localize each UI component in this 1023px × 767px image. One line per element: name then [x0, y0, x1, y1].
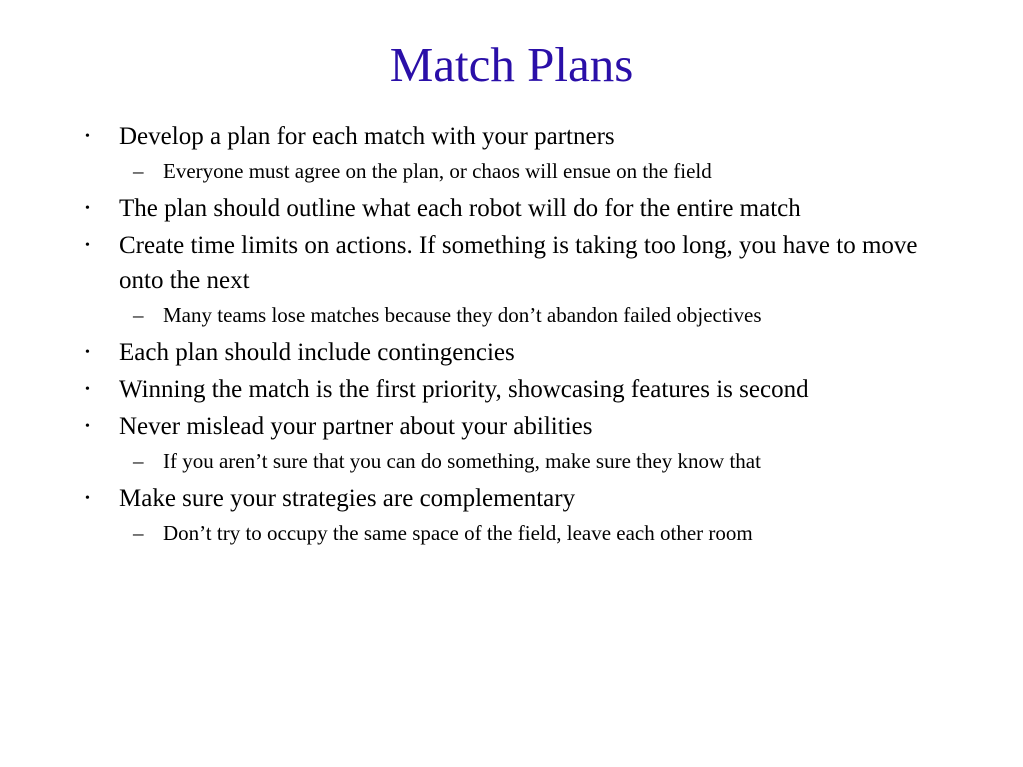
sub-list-item — [0, 446, 1023, 477]
list-item — [0, 409, 1023, 444]
dash-icon: – — [133, 303, 144, 327]
dash-icon: – — [133, 449, 144, 473]
sub-list-item-text: Everyone must agree on the plan, or chaos will ensue on the field — [163, 159, 712, 183]
list-item — [0, 372, 1023, 407]
list-item-text: Make sure your strategies are complementary — [119, 485, 576, 512]
sub-list-item-text: If you aren’t sure that you can do something, make sure they know that — [163, 449, 761, 473]
dash-icon: – — [133, 521, 144, 545]
bullet-dot-icon: • — [85, 345, 90, 360]
sub-list-item-text: Don’t try to occupy the same space of the field, leave each other room — [163, 521, 753, 545]
bullet-dot-icon: • — [85, 129, 90, 144]
bullet-dot-icon: • — [85, 491, 90, 506]
bullet-dot-icon: • — [85, 382, 90, 397]
bullet-dot-icon: • — [85, 238, 90, 253]
list-item — [0, 481, 1023, 516]
bullet-list — [0, 119, 1023, 553]
list-item — [0, 119, 1023, 154]
list-item-text: Winning the match is the first priority, showcasing features is second — [119, 376, 809, 403]
list-item-text: Create time limits on actions. If something is taking too long, you have to move onto the next — [119, 232, 918, 294]
sub-list-item — [0, 300, 1023, 331]
slide-title: Match Plans — [389, 37, 634, 92]
list-item-text: Never mislead your partner about your abilities — [119, 413, 593, 440]
list-item — [0, 191, 1023, 226]
sub-list-item — [0, 518, 1023, 549]
bullet-dot-icon: • — [85, 201, 90, 216]
dash-icon: – — [133, 159, 144, 183]
bullet-dot-icon: • — [85, 419, 90, 434]
list-item-text: Develop a plan for each match with your partners — [119, 123, 615, 150]
list-item — [0, 335, 1023, 370]
sub-list-item — [0, 156, 1023, 187]
sub-list-item-text: Many teams lose matches because they don’t abandon failed objectives — [163, 303, 762, 327]
list-item-text: The plan should outline what each robot will do for the entire match — [119, 195, 801, 222]
list-item-text: Each plan should include contingencies — [119, 339, 515, 366]
list-item — [0, 228, 1023, 298]
